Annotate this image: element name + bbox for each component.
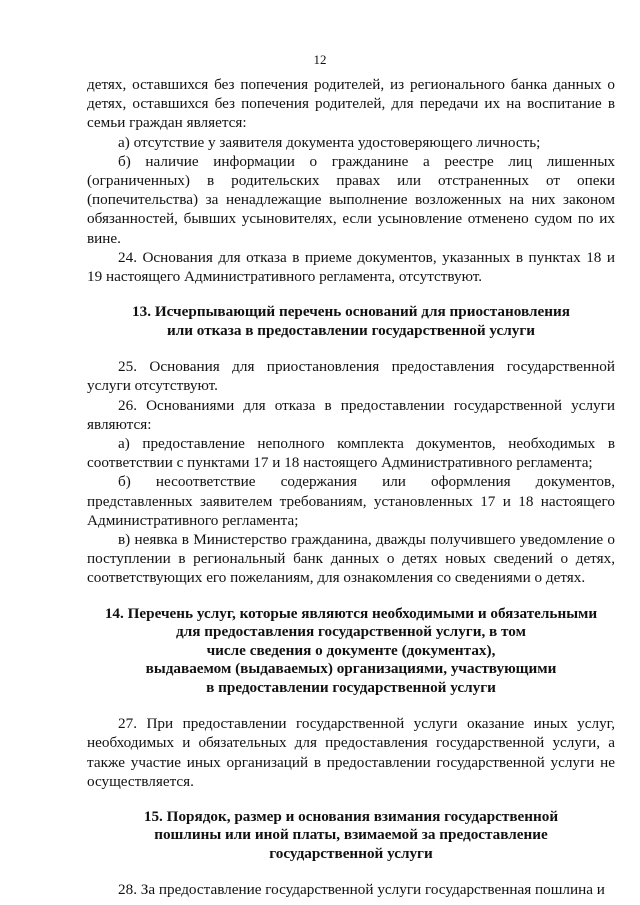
heading-line: 14. Перечень услуг, которые являются необходимыми и обязательными [104, 604, 598, 622]
list-item-a: а) предоставление неполного комплекта документов, необходимых в соответствии с пунктами 17 и 18 настоящего Административного регламента; [87, 435, 615, 472]
paragraph-24: 24. Основания для отказа в приеме документов, указанных в пунктах 18 и 19 настоящего Административного регламента, отсутствуют. [87, 248, 615, 286]
heading-line: или отказа в предоставлении государственной услуги [166, 321, 535, 339]
heading-line: выдаваемом (выдаваемых) организациями, участвующими [145, 660, 557, 678]
section-heading-13 [87, 303, 615, 340]
paragraph-intro: детях, оставшихся без попечения родителей, из регионального банка данных о детях, оставшихся без попечения родителей, для передачи их на воспитание в семьи граждан является: [87, 76, 615, 132]
list-item-b: б) несоответствие содержания или оформления документов, представленных заявителем требованиям, установленных 17 и 18 настоящего Административного регламента; [87, 473, 615, 529]
section-heading-15 [87, 808, 615, 864]
paragraph-28: 28. За предоставление государственной услуги государственная пошлина и [118, 881, 605, 899]
list-item-a: а) отсутствие у заявителя документа удостоверяющего личность; [118, 133, 541, 151]
paragraph-26: 26. Основаниями для отказа в предоставлении государственной услуги являются: [87, 396, 615, 433]
paragraph-25: 25. Основания для приостановления предоставления государственной услуги отсутствуют. [87, 358, 615, 395]
heading-line: для предоставления государственной услуги, в том [176, 623, 526, 641]
heading-line: в предоставлении государственной услуги [206, 678, 496, 696]
page-number: 12 [313, 52, 327, 67]
heading-line: 13. Исчерпывающий перечень оснований для приостановления [132, 303, 570, 321]
heading-line: пошлины или иной платы, взимаемой за предоставление [154, 826, 548, 844]
heading-line: 15. Порядок, размер и основания взимания государственной [143, 807, 559, 825]
list-item-b: б) наличие информации о гражданине а реестре лиц лишенных (ограниченных) в родительских правах или отстраненных от опеки (попечительства) за ненадлежащие выполнение возложенных на них законом обязанностей, бывших усыновителях, если усыновление отменено судом по их вине. [87, 152, 615, 247]
paragraph-27: 27. При предоставлении государственной услуги оказание иных услуг, необходимых и обязательных для предоставления государственной услуги, а также участие иных организаций в предоставлении государственной услуги не осуществляется. [87, 715, 615, 790]
heading-line: числе сведения о документе (документах), [206, 641, 496, 659]
list-item-v: в) неявка в Министерство гражданина, дважды получившего уведомление о поступлении в региональный банк данных о детях новых сведений о детях, соответствующих его пожеланиям, для ознакомления со сведениями о детях. [87, 531, 615, 587]
heading-line: государственной услуги [269, 844, 433, 862]
section-heading-14 [87, 605, 615, 698]
page-body [87, 75, 615, 900]
